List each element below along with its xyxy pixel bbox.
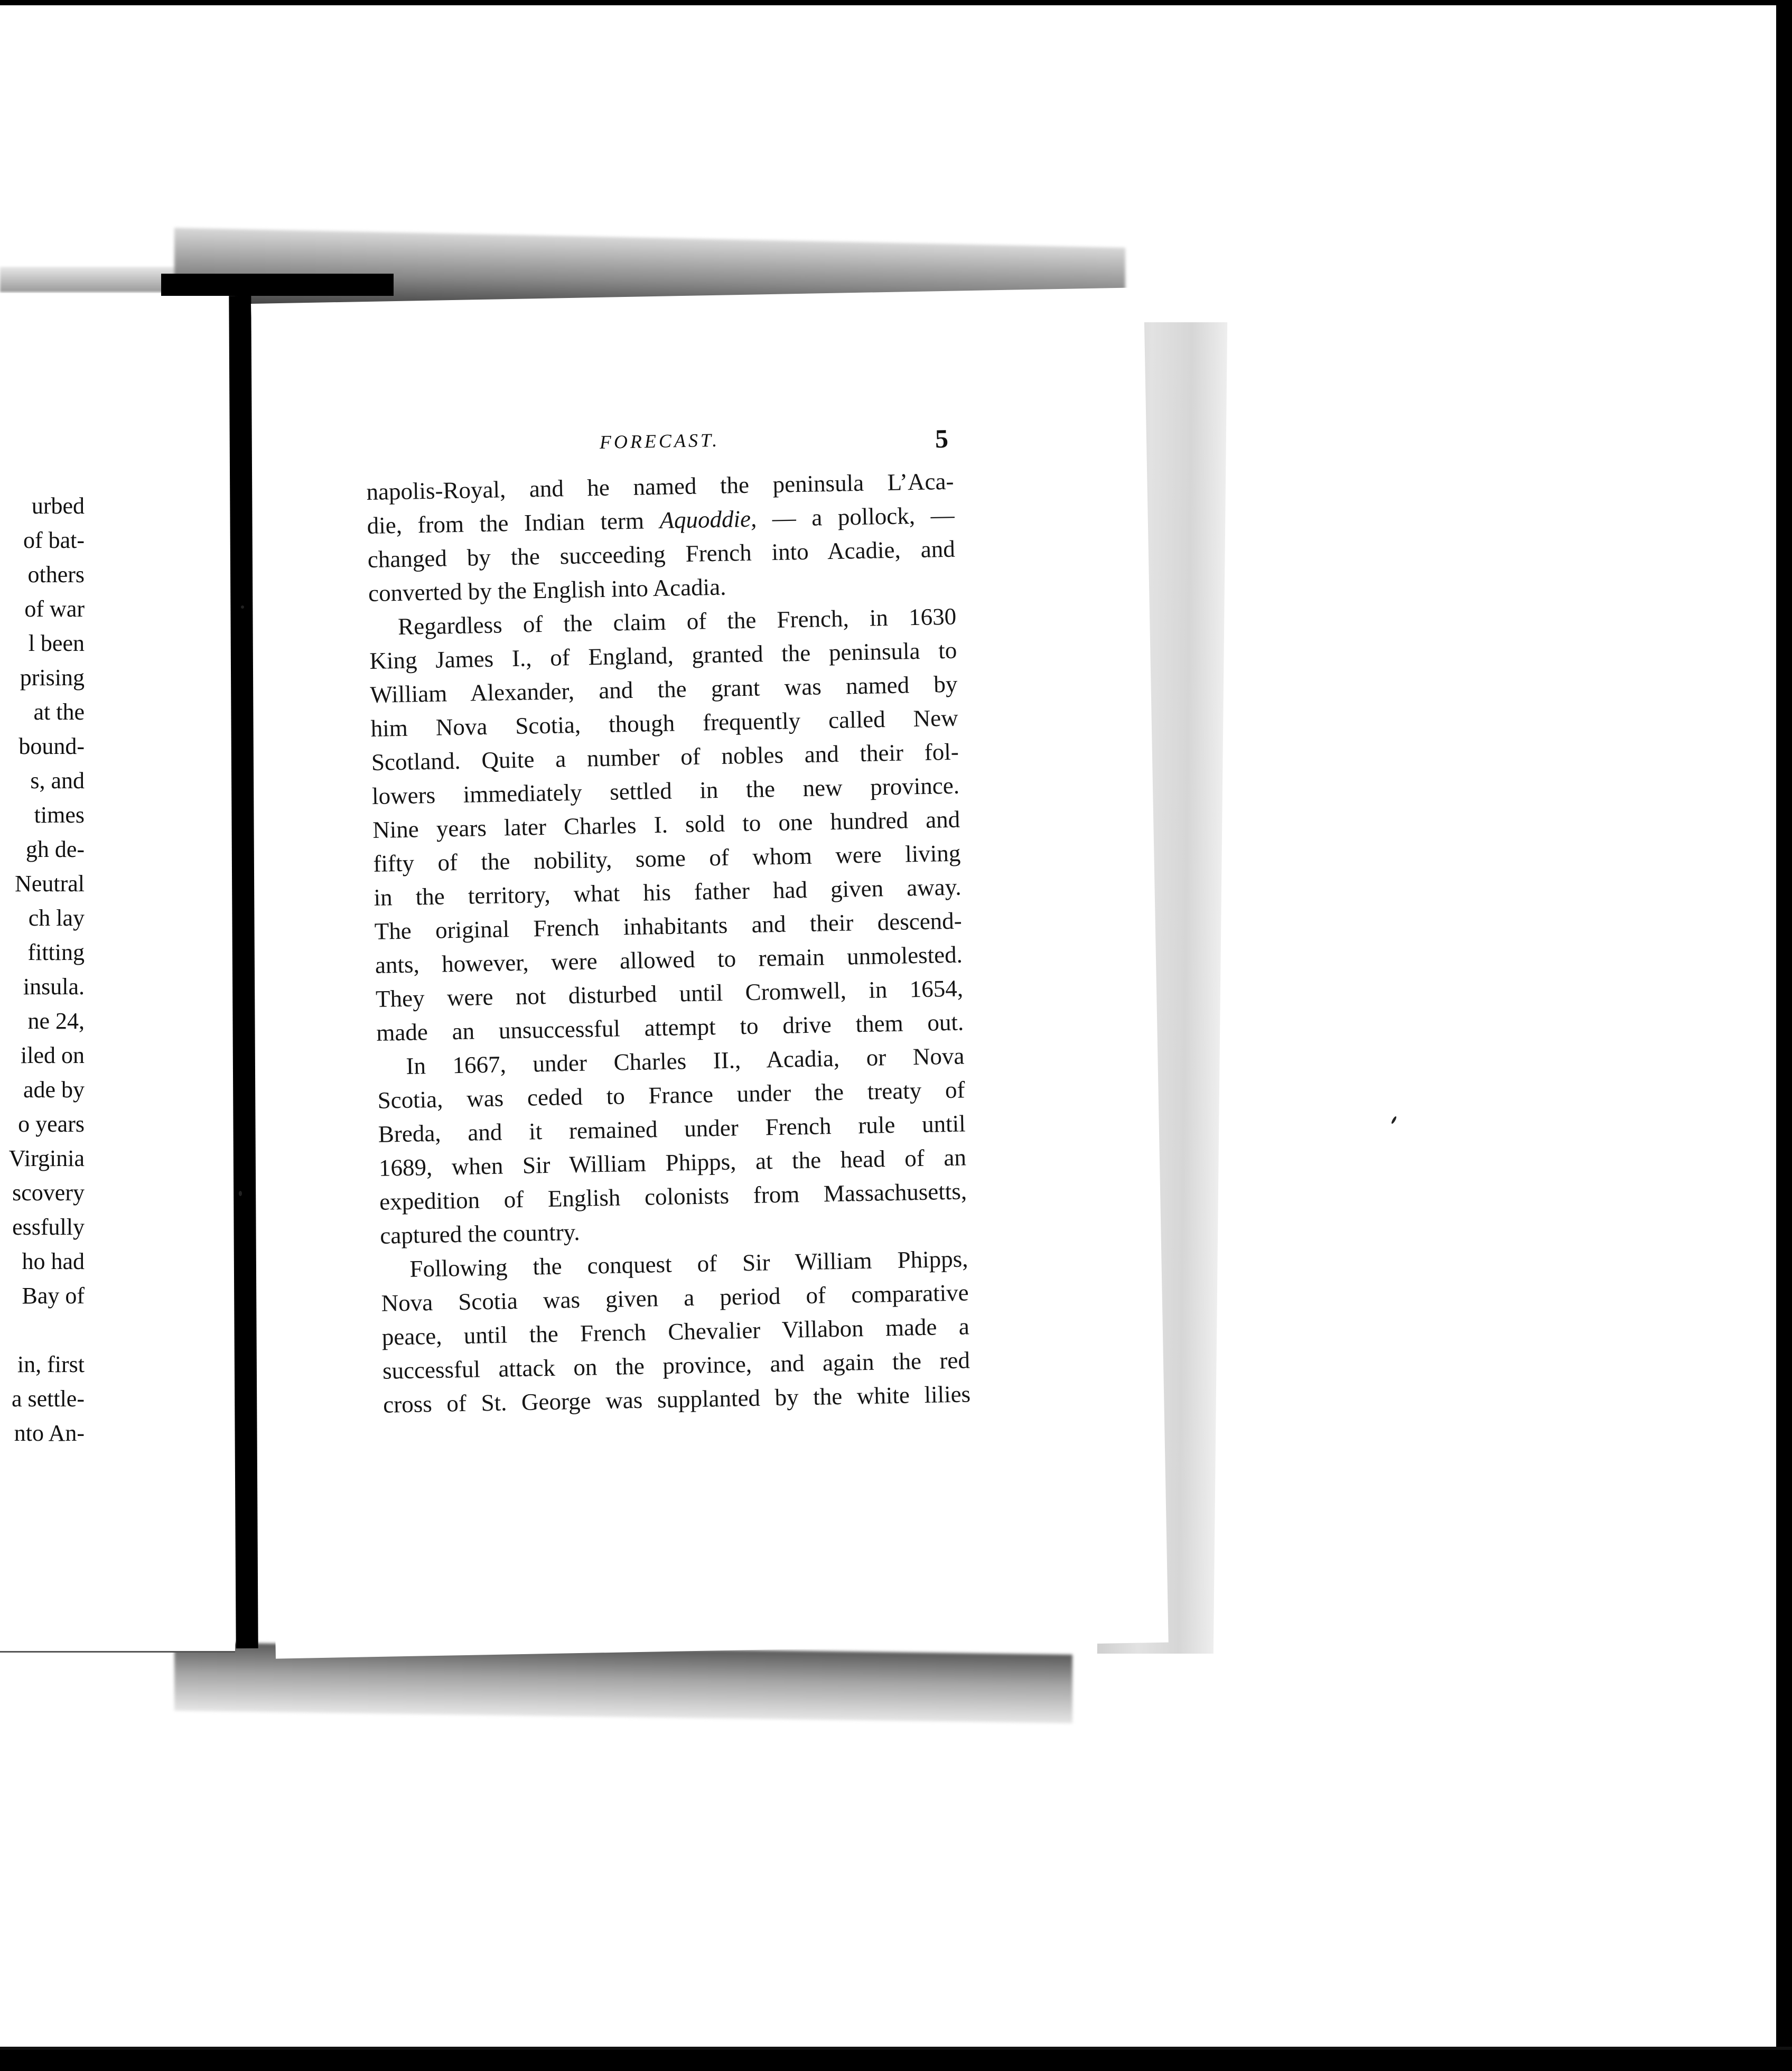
page-body-text [366, 464, 971, 1422]
text-line: lowers immediately settled in the new province. [371, 772, 960, 809]
running-head: FORECAST. [599, 429, 720, 453]
text-line: captured the country. [379, 1218, 580, 1249]
text-line: Scotia, was ceded to France under the treaty of [377, 1076, 965, 1114]
left-page-line: s, and [30, 768, 85, 794]
text-line: 1689, when Sir William Phipps, at the head of an [378, 1144, 967, 1181]
binding-clip [161, 274, 394, 296]
left-page-line: urbed [31, 493, 85, 519]
left-page-line: Neutral [15, 871, 85, 897]
left-page-line: nto An- [14, 1420, 85, 1446]
left-page-line: bound- [18, 733, 85, 759]
left-page-text-column [0, 489, 85, 1450]
left-page-line: ne 24, [27, 1008, 85, 1034]
text-line: in the territory, what his father had given away. [374, 873, 962, 911]
text-line: peace, until the French Chevalier Villabon made a [381, 1313, 970, 1350]
text-line: Scotland. Quite a number of nobles and their fol- [371, 738, 959, 776]
text-line: Regardless of the claim of the French, in 1630 [397, 603, 957, 640]
text-line: ants, however, were allowed to remain unmolested. [375, 941, 963, 978]
text-line: made an unsuccessful attempt to drive them out. [376, 1009, 964, 1046]
left-page-line: o years [18, 1111, 85, 1137]
text-line: expedition of English colonists from Massachusetts, [379, 1178, 967, 1215]
text-line-segment: — a pollock, — [756, 501, 955, 532]
left-page-line: others [27, 562, 85, 587]
text-line: fifty of the nobility, some of whom were living [373, 839, 961, 877]
left-page-line: at the [33, 699, 85, 725]
left-page-line: ade by [23, 1077, 85, 1103]
text-line: The original French inhabitants and their descend- [374, 907, 963, 945]
left-page-line: a settle- [11, 1386, 85, 1412]
left-page-line: of bat- [23, 527, 85, 553]
text-line: converted by the English into Acadia. [368, 573, 726, 607]
left-page-line: insula. [23, 974, 85, 1000]
left-page-line: times [34, 802, 85, 828]
left-page [0, 293, 235, 1653]
text-line: changed by the succeeding French into Acadie, and [367, 535, 956, 573]
scan-speck [239, 1191, 242, 1196]
left-page-line: Virginia [8, 1145, 85, 1171]
scan-border-top [0, 0, 1792, 5]
text-line: William Alexander, and the grant was named by [370, 670, 958, 708]
text-line: Following the conquest of Sir William Phipps, [409, 1245, 968, 1282]
text-line: successful attack on the province, and again the red [382, 1347, 970, 1384]
left-page-line: l been [28, 630, 85, 656]
scan-border-right [1776, 0, 1792, 2071]
text-line: They were not disturbed until Cromwell, in 1654, [375, 975, 964, 1012]
text-line: cross of St. George was supplanted by the white lilies [382, 1380, 971, 1418]
left-page-line: ho had [22, 1248, 85, 1274]
text-line: him Nova Scotia, though frequently called New [370, 704, 959, 742]
text-line: Nova Scotia was given a period of comparative [381, 1279, 969, 1317]
page-number: 5 [935, 423, 949, 454]
left-page-line [0, 1313, 85, 1347]
left-page-line: scovery [12, 1180, 85, 1206]
scan-speck [1390, 1116, 1397, 1124]
text-line: napolis-Royal, and he named the peninsula L’Aca- [366, 468, 954, 506]
left-page-line: in, first [17, 1351, 85, 1377]
text-line: Breda, and it remained under French rule until [378, 1110, 966, 1148]
left-page-line: Bay of [22, 1283, 85, 1309]
left-page-line: ch lay [28, 905, 85, 931]
left-page-line: gh de- [25, 836, 85, 862]
scan-border-bottom [0, 2050, 1792, 2071]
left-page-line: of war [24, 596, 85, 622]
left-page-line: prising [20, 665, 85, 691]
left-page-line: fitting [27, 939, 85, 965]
scan-speck [241, 605, 244, 609]
text-line-segment: die, from the Indian term [367, 507, 660, 539]
text-line: In 1667, under Charles II., Acadia, or Nova [406, 1042, 965, 1079]
right-page [251, 287, 1169, 1659]
left-page-line: iled on [21, 1042, 85, 1068]
text-line: Nine years later Charles I. sold to one hundred and [372, 806, 960, 843]
italic-term: Aquoddie, [659, 505, 757, 534]
text-line: King James I., of England, granted the peninsula to [369, 637, 957, 674]
left-page-line: essfully [12, 1214, 85, 1240]
